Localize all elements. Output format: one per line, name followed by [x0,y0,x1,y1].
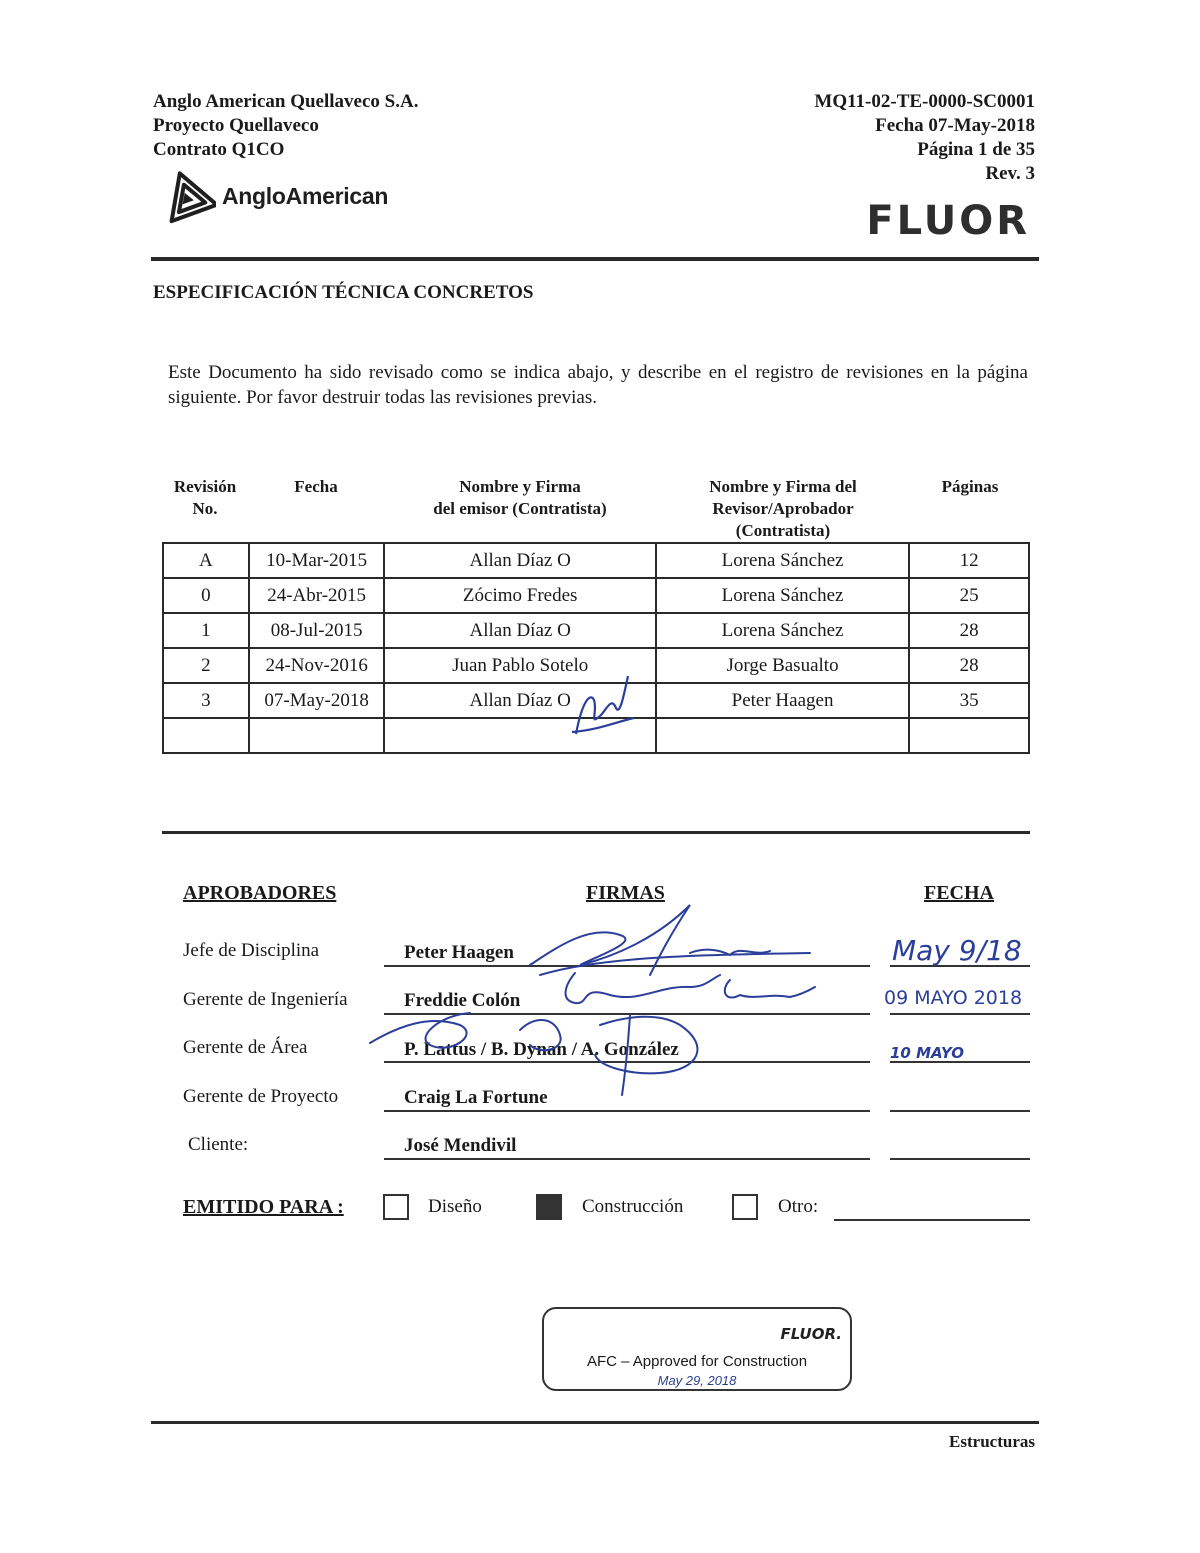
approvers-heading: APROBADORES [183,882,337,904]
anglo-american-wordmark: AngloAmerican [222,182,389,209]
date-heading: FECHA [924,882,994,904]
date-line [890,1158,1030,1160]
date-line [890,1110,1030,1112]
other-specify-line [834,1219,1030,1221]
handwritten-date: 10 MAYO [890,1044,964,1062]
date-line [890,1013,1030,1015]
col-header-pages: Páginas [941,477,999,496]
revision-cell: A [163,543,249,578]
design-checkbox[interactable] [383,1194,409,1220]
signature-line [384,1158,870,1160]
contract-name: Contrato Q1CO [153,139,285,160]
footer-divider [151,1421,1039,1424]
col-header-revision: Revisión No. [173,477,237,518]
handwritten-date: May 9/18 [892,934,1022,967]
col-header-date: Fecha [294,477,338,496]
design-option-label: Diseño [428,1196,482,1217]
document-info-block [814,90,1035,186]
pages-cell: 25 [909,578,1029,613]
revision-signature [568,672,638,742]
approver-cell: Lorena Sánchez [656,578,909,613]
pages-cell: 28 [909,648,1029,683]
role-label: Gerente de Ingeniería [183,989,348,1010]
date-cell: 24-Nov-2016 [249,648,385,683]
date-cell: 24-Abr-2015 [249,578,385,613]
revision-cell: 2 [163,648,249,683]
date-cell: 07-May-2018 [249,683,385,718]
revision-cell [163,718,249,753]
revision-cell: 3 [163,683,249,718]
approver-cell [656,718,909,753]
date-cell [249,718,385,753]
revision-cell: 0 [163,578,249,613]
date-cell: 10-Mar-2015 [249,543,385,578]
header-divider [151,257,1039,261]
handwritten-date: 09 MAYO 2018 [884,987,1023,1009]
approval-signatures [360,895,840,1105]
stamp-text: AFC – Approved for Construction [586,1353,808,1370]
company-name: Anglo American Quellaveco S.A. [153,91,419,112]
other-checkbox[interactable] [732,1194,758,1220]
approver-cell: Peter Haagen [656,683,909,718]
intro-paragraph: Este Documento ha sido revisado como se indica abajo, y describe en el registro de revisiones en la página siguiente. Por favor destruir todas las revisiones previas. [168,362,1028,408]
pages-cell: 12 [909,543,1029,578]
approver-name: José Mendivil [404,1135,517,1156]
approver-cell: Lorena Sánchez [656,613,909,648]
page-count: Página 1 de 35 [917,139,1035,160]
company-block [153,90,418,162]
role-label: Gerente de Proyecto [183,1086,339,1107]
signatures-heading: FIRMAS [586,882,665,904]
pages-cell: 28 [909,613,1029,648]
date-cell: 08-Jul-2015 [249,613,385,648]
approver-name: Freddie Colón [404,990,521,1011]
footer-discipline: Estructuras [949,1432,1035,1451]
issued-for-label: EMITIDO PARA : [183,1196,344,1218]
approver-name: P. Lattus / B. Dynan / A. González [404,1039,679,1060]
document-title: ESPECIFICACIÓN TÉCNICA CONCRETOS [153,282,534,303]
anglo-american-logo [160,168,388,224]
role-label: Cliente: [188,1134,249,1155]
approver-name: Craig La Fortune [404,1087,548,1108]
issuer-cell: Allan Díaz O [384,613,655,648]
document-date: Fecha 07-May-2018 [875,115,1035,136]
pages-cell [909,718,1029,753]
construction-option-label: Construcción [582,1196,684,1217]
role-label: Gerente de Área [183,1037,308,1058]
stamp-date: May 29, 2018 [657,1373,737,1388]
role-label: Jefe de Disciplina [183,940,320,961]
pages-cell: 35 [909,683,1029,718]
table-row [163,578,1029,613]
col-header-approver: Nombre y Firma del Revisor/Aprobador (Contratista) [709,477,857,540]
afc-stamp [542,1307,852,1391]
col-header-issuer: Nombre y Firma del emisor (Contratista) [433,477,607,518]
section-divider [162,831,1030,834]
anglo-american-emblem-icon [160,168,216,224]
other-option-label: Otro: [778,1196,819,1217]
document-number: MQ11-02-TE-0000-SC0001 [814,91,1035,112]
approver-name: Peter Haagen [404,942,514,963]
revision-label: Rev. 3 [985,163,1035,184]
issuer-cell: Juan Pablo Sotelo [384,648,655,683]
table-row [163,543,1029,578]
construction-checkbox[interactable] [536,1194,562,1220]
stamp-fluor-logo: FLUOR. [780,1325,842,1343]
issuer-cell: Zócimo Fredes [384,578,655,613]
fluor-logo: FLUOR [866,198,1030,244]
revision-cell: 1 [163,613,249,648]
issuer-cell: Allan Díaz O [384,543,655,578]
project-name: Proyecto Quellaveco [153,115,319,136]
table-row [163,613,1029,648]
approver-cell: Jorge Basualto [656,648,909,683]
approver-cell: Lorena Sánchez [656,543,909,578]
issuer-cell: Allan Díaz O [384,683,655,718]
signature-line [384,1110,870,1112]
